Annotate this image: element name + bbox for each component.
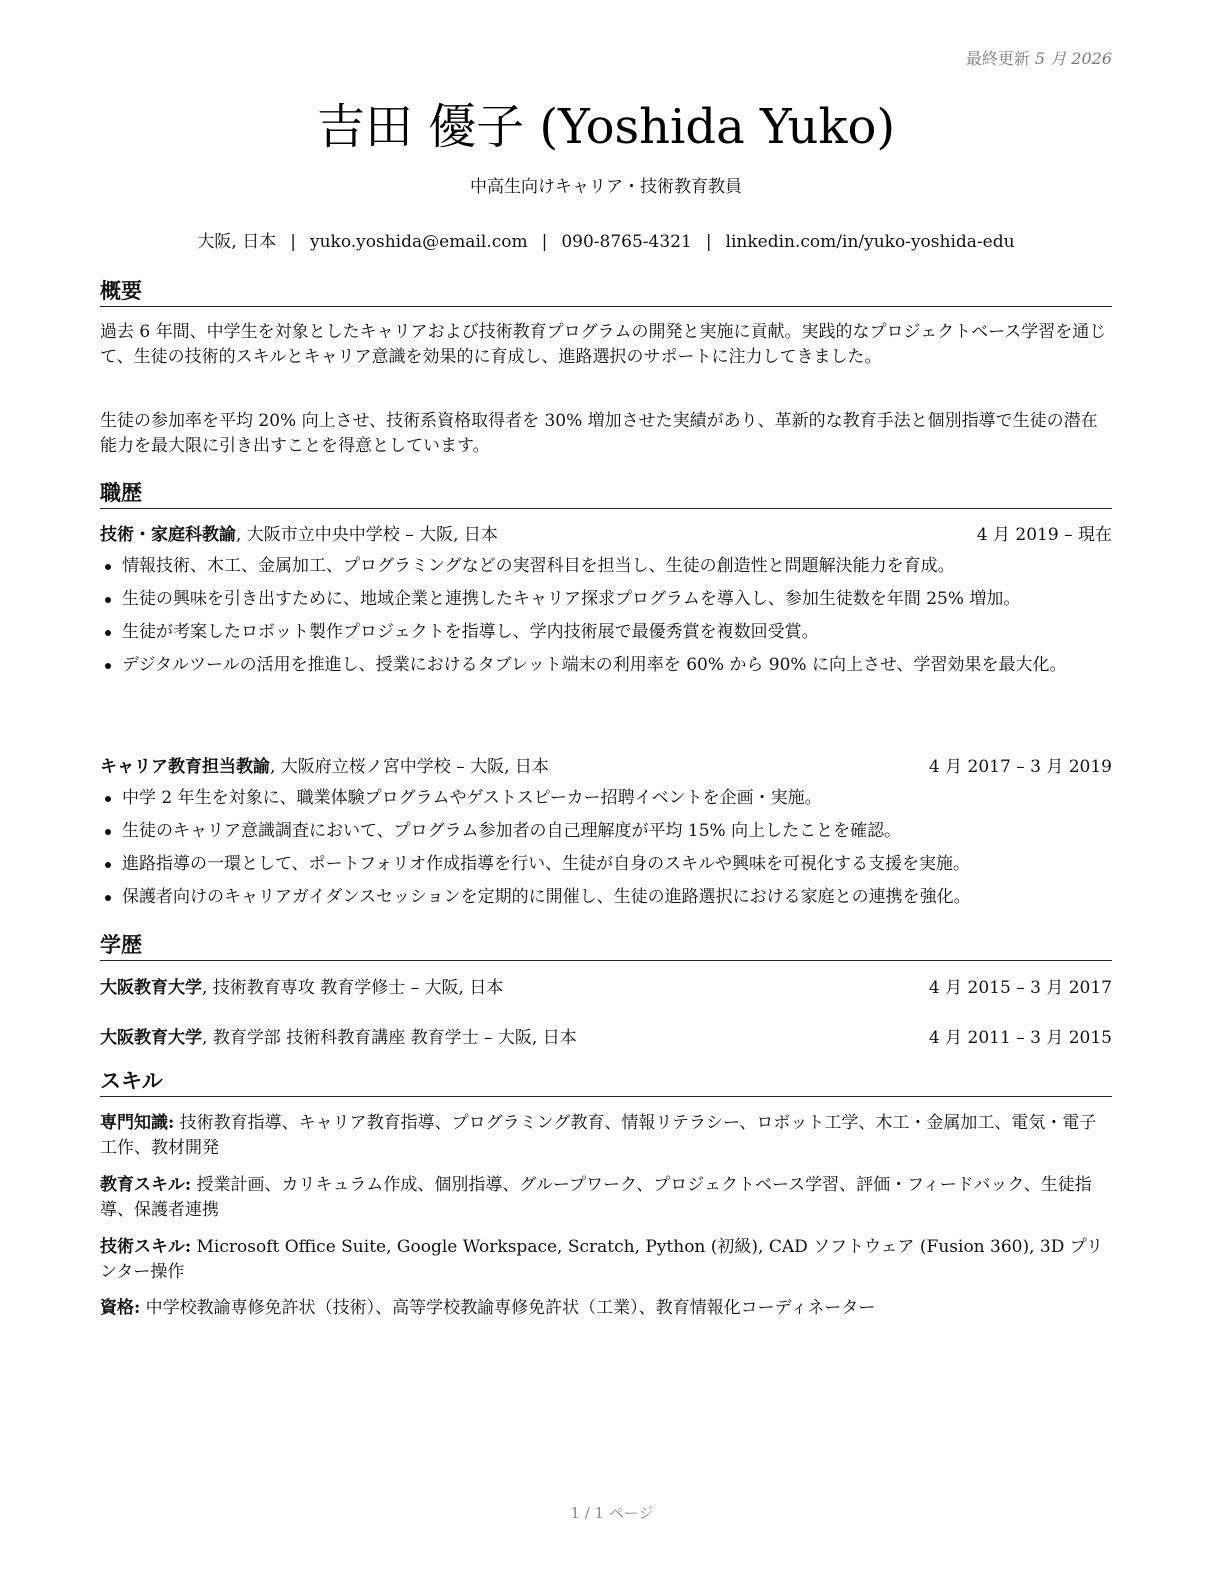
contact-phone[interactable]: 090-8765-4321 [561,232,692,252]
list-item: 進路指導の一環として、ポートフォリオ作成指導を行い、生徒が自身のスキルや興味を可視化する支援を実施。 [100,852,1112,877]
job-dates: 4 月 2017 – 3 月 2019 [928,757,1112,777]
education-school: 大阪教育大学 [100,978,202,998]
job-role: 技術・家庭科教諭 [100,525,236,545]
skill-label: 資格: [100,1298,141,1318]
skill-text: 中学校教諭専修免許状（技術）、高等学校教諭専修免許状（工業）、教育情報化コーディネーター [140,1298,876,1318]
education-school: 大阪教育大学 [100,1028,202,1048]
candidate-tagline: 中高生向けキャリア・技術教育教員 [470,177,742,197]
section-title-experience: 職歴 [100,480,1112,509]
skill-label: 教育スキル: [100,1175,192,1195]
page-number: 1 / 1 ページ [570,1504,654,1522]
contact-email[interactable]: yuko.yoshida@email.com [309,232,528,252]
skill-row [100,1111,1112,1161]
contact-line [100,227,1112,252]
section-title-skills: スキル [100,1068,1112,1097]
skill-label: 技術スキル: [100,1237,192,1257]
education-detail: , 教育学部 技術科教育講座 教育学士 – 大阪, 日本 [202,1028,577,1048]
job-role: キャリア教育担当教諭 [100,757,270,777]
contact-linkedin[interactable]: linkedin.com/in/yuko-yoshida-edu [725,232,1015,252]
education-dates: 4 月 2011 – 3 月 2015 [928,1028,1112,1048]
job-bullets [100,554,1112,686]
candidate-name: 吉田 優子 (Yoshida Yuko) [316,99,896,155]
job-header [100,755,1112,779]
list-item: 中学 2 年生を対象に、職業体験プログラムやゲストスピーカー招聘イベントを企画・実施。 [100,786,1112,811]
job-dates: 4 月 2019 – 現在 [976,525,1112,545]
last-updated [966,46,1112,69]
last-updated-label: 最終更新 [965,49,1030,68]
list-item: 生徒が考案したロボット製作プロジェクトを指導し、学内技術展で最優秀賞を複数回受賞。 [100,620,1112,645]
last-updated-date: 5 月 2026 [1034,49,1112,68]
skill-row [100,1235,1112,1285]
section-title-education: 学歴 [100,932,1112,961]
education-row [100,976,1112,1000]
education-dates: 4 月 2015 – 3 月 2017 [928,978,1112,998]
job-org: , 大阪市立中央中学校 – 大阪, 日本 [236,525,498,545]
job-header [100,523,1112,547]
contact-separator: | [705,232,712,252]
skill-row [100,1173,1112,1223]
list-item: 情報技術、木工、金属加工、プログラミングなどの実習科目を担当し、生徒の創造性と問題解決能力を育成。 [100,554,1112,579]
list-item: デジタルツールの活用を推進し、授業におけるタブレット端末の利用率を 60% から 90% に向上させ、学習効果を最大化。 [100,653,1112,678]
summary-paragraph: 生徒の参加率を平均 20% 向上させ、技術系資格取得者を 30% 増加させた実績があり、革新的な教育手法と個別指導で生徒の潜在能力を最大限に引き出すことを得意としています。 [100,411,1098,456]
skill-text: 授業計画、カリキュラム作成、個別指導、グループワーク、プロジェクトベース学習、評価・フィードバック、生徒指導、保護者連携 [100,1175,1092,1220]
contact-separator: | [541,232,548,252]
list-item: 生徒のキャリア意識調査において、プログラム参加者の自己理解度が平均 15% 向上したことを確認。 [100,819,1112,844]
resume-page [100,0,1112,1584]
list-item: 生徒の興味を引き出すために、地域企業と連携したキャリア探求プログラムを導入し、参加生徒数を年間 25% 増加。 [100,587,1112,612]
skill-text: Microsoft Office Suite, Google Workspace, Scratch, Python (初級), CAD ソフトウェア (Fusion 360), 3D プリンター操作 [100,1237,1104,1282]
contact-location: 大阪, 日本 [197,232,277,252]
list-item: 保護者向けのキャリアガイダンスセッションを定期的に開催し、生徒の進路選択における家庭との連携を強化。 [100,885,1112,910]
job-bullets [100,786,1112,918]
skill-label: 専門知識: [100,1113,175,1133]
education-row [100,1026,1112,1050]
job-org: , 大阪府立桜ノ宮中学校 – 大阪, 日本 [270,757,549,777]
education-detail: , 技術教育専攻 教育学修士 – 大阪, 日本 [202,978,504,998]
skill-row [100,1296,1112,1321]
contact-separator: | [290,232,296,252]
section-title-summary: 概要 [100,278,1112,307]
skill-text: 技術教育指導、キャリア教育指導、プログラミング教育、情報リテラシー、ロボット工学、木工・金属加工、電気・電子工作、教材開発 [100,1113,1097,1158]
summary-paragraph: 過去 6 年間、中学生を対象としたキャリアおよび技術教育プログラムの開発と実施に貢献。実践的なプロジェクトベース学習を通じて、生徒の技術的スキルとキャリア意識を効果的に育成し、進路選択のサポートに注力してきました。 [100,322,1107,367]
